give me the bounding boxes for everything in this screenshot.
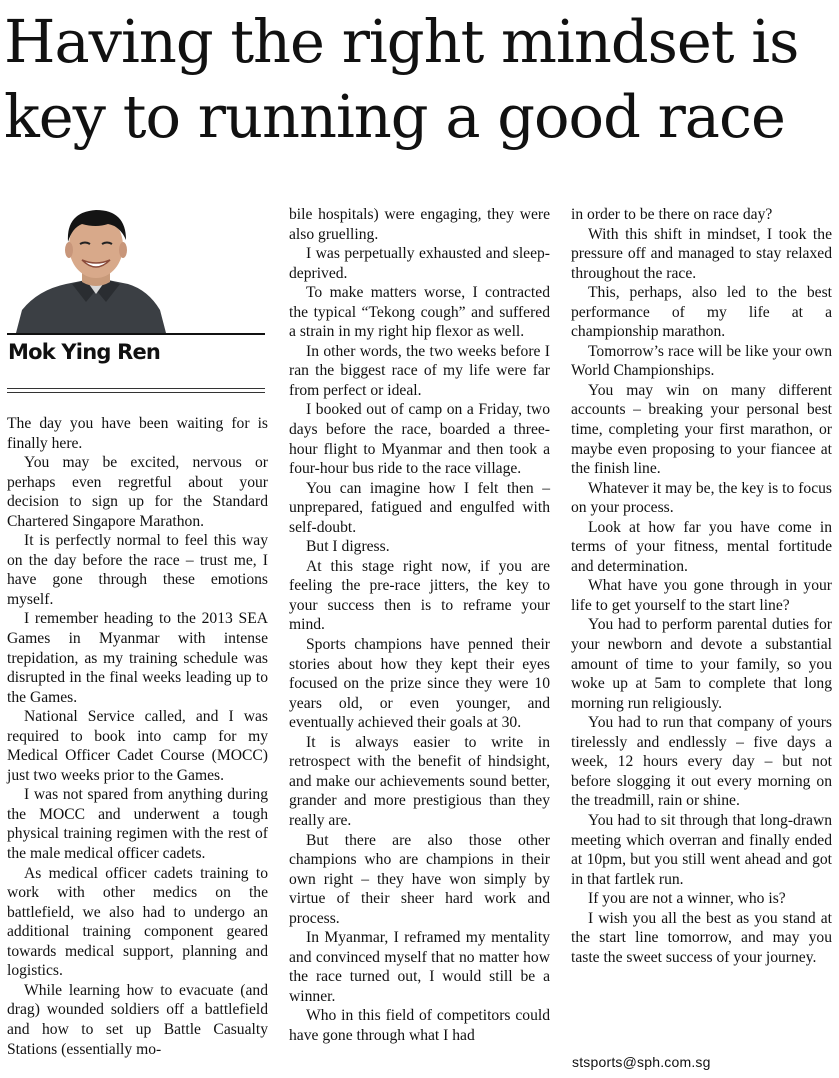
paragraph: But there are also those other champions who are champions in their own right – they have won simply by virtue of their sheer hard work and process. [289, 831, 550, 927]
paragraph: National Service called, and I was required to book into camp for my Medical Officer Cadet Course (MOCC) just two weeks prior to the Games. [7, 708, 268, 784]
paragraph: If you are not a winner, who is? [588, 890, 786, 908]
headline-line: Having the right mindset is [4, 7, 799, 76]
paragraph: To make matters worse, I contracted the typical “Tekong cough” and suffered a strain in my right hip flexor as well. [289, 284, 550, 341]
paragraph: Tomorrow’s race will be like your own World Championships. [571, 342, 832, 380]
paragraph: I wish you all the best as you stand at the start line tomorrow, and may you taste the sweet success of your journey. [571, 909, 832, 966]
paragraph: In other words, the two weeks before I ran the biggest race of my life were far from perfect or ideal. [289, 342, 550, 399]
paragraph: But I digress. [306, 538, 390, 556]
paragraph: With this shift in mindset, I took the pressure off and managed to stay relaxed throughout the race. [571, 225, 832, 282]
paragraph: Who in this field of competitors could have gone through what I had [289, 1007, 550, 1044]
paragraph: What have you gone through in your life to get yourself to the start line? [571, 577, 832, 614]
paragraph: It is always easier to write in retrospect with the benefit of hindsight, and make our achievements sound better, grander and more prestigious than they really are. [289, 733, 550, 829]
paragraph: You had to sit through that long-drawn meeting which overran and finally ended at 10pm, but you still went ahead and got in that fartlek run. [571, 811, 832, 888]
paragraph: I remember heading to the 2013 SEA Games in Myanmar with intense trepidation, as my training schedule was disrupted in the final weeks leading up to the Games. [7, 610, 268, 706]
paragraph: At this stage right now, if you are feeling the pre-race jitters, the key to your success then is to reframe your mind. [289, 557, 550, 634]
author-photo-illustration [8, 198, 266, 333]
paragraph: Look at how far you have come in terms of your fitness, mental fortitude and determination. [571, 518, 832, 575]
paragraph: I was perpetually exhausted and sleep-deprived. [289, 245, 550, 282]
paragraph: bile hospitals) were engaging, they were also gruelling. [289, 206, 550, 243]
paragraph: In Myanmar, I reframed my mentality and convinced myself that no matter how the race turned out, I would still be a winner. [289, 929, 550, 1005]
paragraph: This, perhaps, also led to the best performance of my life at a championship marathon. [571, 284, 832, 341]
byline-double-rule [7, 388, 265, 393]
headline [4, 4, 834, 154]
paragraph: You can imagine how I felt then – unprepared, fatigued and engulfed with self-doubt. [289, 479, 550, 536]
paragraph: You may be excited, nervous or perhaps even regretful about your decision to sign up for the Standard Chartered Singapore Marathon. [7, 454, 268, 530]
author-photo [8, 198, 266, 333]
paragraph: The day you have been waiting for is finally here. [7, 415, 268, 452]
author-email: stsports@sph.com.sg [572, 1054, 711, 1070]
paragraph: Sports champions have penned their stories about how they kept their eyes focused on the prize since they were 10 years old, or even younger, and eventually achieved their goals at 30. [289, 636, 550, 732]
paragraph: You may win on many different accounts – breaking your personal best time, completing your first marathon, or maybe even proposing to your fiancee at the finish line. [571, 381, 832, 478]
paragraph: I was not spared from anything during the MOCC and underwent a tough physical training regimen with the rest of the male medical officer cadets. [7, 786, 268, 863]
paragraph: in order to be there on race day? [571, 206, 773, 223]
paragraph: While learning how to evacuate (and drag) wounded soldiers off a battlefield and how to set up Battle Casualty Stations (essentially mo- [7, 981, 268, 1058]
paragraph: You had to run that company of yours tirelessly and endlessly – five days a week, 12 hours every day – but not before slogging it out every morning on the treadmill, rain or shine. [571, 714, 832, 810]
byline-rule [7, 333, 265, 335]
article-column-3 [571, 205, 832, 967]
paragraph: I booked out of camp on a Friday, two days before the race, boarded a three-hour flight to Myanmar and then took a four-hour bus ride to the race village. [289, 401, 550, 478]
author-byline: Mok Ying Ren [8, 340, 161, 364]
article-column-1 [7, 414, 268, 1059]
article-column-2 [289, 205, 550, 1046]
headline-line: key to running a good race [4, 82, 785, 151]
paragraph: Whatever it may be, the key is to focus on your process. [571, 479, 832, 517]
paragraph: As medical officer cadets training to work with other medics on the battlefield, we also had to undergo an additional training component geared towards medical support, planning and logistics. [7, 864, 268, 980]
paragraph: You had to perform parental duties for your newborn and devote a substantial amount of time to your family, so you woke up at 5am to complete that long morning run religiously. [571, 616, 832, 712]
paragraph: It is perfectly normal to feel this way on the day before the race – trust me, I have gone through these emotions myself. [7, 532, 268, 608]
